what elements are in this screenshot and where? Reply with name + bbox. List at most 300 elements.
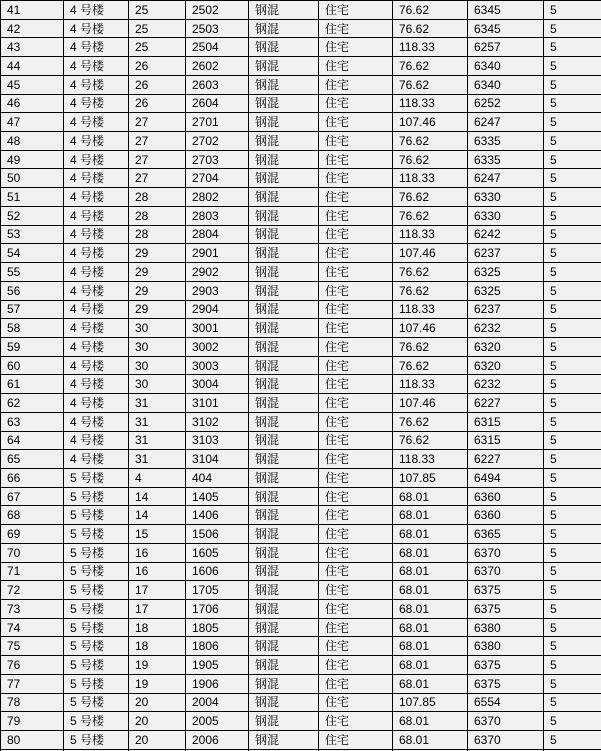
cell-col9: 5 bbox=[544, 618, 601, 637]
cell-col9: 5 bbox=[544, 731, 601, 750]
cell-structure: 钢混 bbox=[249, 656, 319, 675]
cell-structure: 钢混 bbox=[249, 600, 319, 619]
cell-floor: 30 bbox=[129, 337, 186, 356]
cell-unit_price: 6380 bbox=[468, 637, 544, 656]
cell-room_no: 1905 bbox=[186, 656, 249, 675]
cell-usage: 住宅 bbox=[319, 281, 393, 300]
cell-floor: 26 bbox=[129, 57, 186, 76]
cell-structure: 钢混 bbox=[249, 281, 319, 300]
cell-unit_price: 6370 bbox=[468, 712, 544, 731]
cell-seq: 73 bbox=[1, 600, 64, 619]
cell-structure: 钢混 bbox=[249, 337, 319, 356]
cell-seq: 64 bbox=[1, 431, 64, 450]
cell-usage: 住宅 bbox=[319, 206, 393, 225]
cell-structure: 钢混 bbox=[249, 19, 319, 38]
cell-building: 5 号楼 bbox=[64, 712, 129, 731]
cell-building: 4 号楼 bbox=[64, 113, 129, 132]
cell-structure: 钢混 bbox=[249, 693, 319, 712]
cell-unit_price: 6375 bbox=[468, 674, 544, 693]
cell-building: 4 号楼 bbox=[64, 337, 129, 356]
cell-col9: 5 bbox=[544, 600, 601, 619]
table-row bbox=[1, 75, 601, 94]
cell-seq: 51 bbox=[1, 188, 64, 207]
cell-usage: 住宅 bbox=[319, 468, 393, 487]
table-row bbox=[1, 731, 601, 750]
cell-structure: 钢混 bbox=[249, 525, 319, 544]
cell-structure: 钢混 bbox=[249, 94, 319, 113]
cell-building: 5 号楼 bbox=[64, 731, 129, 750]
cell-structure: 钢混 bbox=[249, 188, 319, 207]
cell-col9: 5 bbox=[544, 169, 601, 188]
cell-seq: 72 bbox=[1, 581, 64, 600]
cell-structure: 钢混 bbox=[249, 618, 319, 637]
cell-unit_price: 6247 bbox=[468, 113, 544, 132]
table-row bbox=[1, 225, 601, 244]
cell-col9: 5 bbox=[544, 693, 601, 712]
cell-usage: 住宅 bbox=[319, 300, 393, 319]
cell-area: 107.85 bbox=[393, 468, 468, 487]
cell-unit_price: 6365 bbox=[468, 525, 544, 544]
cell-floor: 25 bbox=[129, 19, 186, 38]
cell-room_no: 2504 bbox=[186, 38, 249, 57]
table-row bbox=[1, 412, 601, 431]
cell-usage: 住宅 bbox=[319, 637, 393, 656]
cell-usage: 住宅 bbox=[319, 225, 393, 244]
cell-usage: 住宅 bbox=[319, 244, 393, 263]
cell-area: 68.01 bbox=[393, 600, 468, 619]
cell-seq: 74 bbox=[1, 618, 64, 637]
cell-unit_price: 6330 bbox=[468, 188, 544, 207]
cell-seq: 46 bbox=[1, 94, 64, 113]
cell-seq: 45 bbox=[1, 75, 64, 94]
cell-room_no: 2503 bbox=[186, 19, 249, 38]
cell-building: 4 号楼 bbox=[64, 225, 129, 244]
cell-col9: 5 bbox=[544, 581, 601, 600]
cell-seq: 70 bbox=[1, 543, 64, 562]
cell-area: 76.62 bbox=[393, 263, 468, 282]
cell-col9: 5 bbox=[544, 57, 601, 76]
cell-room_no: 3002 bbox=[186, 337, 249, 356]
cell-usage: 住宅 bbox=[319, 375, 393, 394]
cell-seq: 59 bbox=[1, 337, 64, 356]
cell-unit_price: 6554 bbox=[468, 693, 544, 712]
cell-seq: 78 bbox=[1, 693, 64, 712]
cell-room_no: 1906 bbox=[186, 674, 249, 693]
cell-building: 4 号楼 bbox=[64, 263, 129, 282]
cell-col9: 5 bbox=[544, 506, 601, 525]
cell-unit_price: 6315 bbox=[468, 431, 544, 450]
cell-room_no: 1806 bbox=[186, 637, 249, 656]
cell-area: 76.62 bbox=[393, 57, 468, 76]
table-row bbox=[1, 562, 601, 581]
table-row bbox=[1, 506, 601, 525]
cell-room_no: 3103 bbox=[186, 431, 249, 450]
cell-unit_price: 6252 bbox=[468, 94, 544, 113]
cell-building: 4 号楼 bbox=[64, 94, 129, 113]
cell-floor: 20 bbox=[129, 712, 186, 731]
cell-seq: 62 bbox=[1, 394, 64, 413]
table-row bbox=[1, 150, 601, 169]
cell-room_no: 2804 bbox=[186, 225, 249, 244]
cell-usage: 住宅 bbox=[319, 38, 393, 57]
cell-building: 4 号楼 bbox=[64, 281, 129, 300]
cell-structure: 钢混 bbox=[249, 712, 319, 731]
cell-area: 76.62 bbox=[393, 132, 468, 151]
cell-area: 118.33 bbox=[393, 375, 468, 394]
cell-unit_price: 6325 bbox=[468, 281, 544, 300]
cell-seq: 48 bbox=[1, 132, 64, 151]
table-row bbox=[1, 656, 601, 675]
cell-usage: 住宅 bbox=[319, 263, 393, 282]
cell-building: 5 号楼 bbox=[64, 487, 129, 506]
cell-col9: 5 bbox=[544, 300, 601, 319]
cell-seq: 76 bbox=[1, 656, 64, 675]
cell-building: 4 号楼 bbox=[64, 19, 129, 38]
cell-col9: 5 bbox=[544, 562, 601, 581]
cell-area: 68.01 bbox=[393, 506, 468, 525]
cell-col9: 5 bbox=[544, 356, 601, 375]
cell-unit_price: 6325 bbox=[468, 263, 544, 282]
cell-area: 68.01 bbox=[393, 637, 468, 656]
cell-area: 118.33 bbox=[393, 169, 468, 188]
cell-building: 5 号楼 bbox=[64, 525, 129, 544]
cell-building: 4 号楼 bbox=[64, 188, 129, 207]
cell-area: 76.62 bbox=[393, 281, 468, 300]
cell-unit_price: 6494 bbox=[468, 468, 544, 487]
cell-structure: 钢混 bbox=[249, 431, 319, 450]
cell-seq: 75 bbox=[1, 637, 64, 656]
cell-seq: 67 bbox=[1, 487, 64, 506]
cell-seq: 44 bbox=[1, 57, 64, 76]
cell-col9: 5 bbox=[544, 206, 601, 225]
cell-floor: 29 bbox=[129, 300, 186, 319]
cell-col9: 5 bbox=[544, 94, 601, 113]
table-row bbox=[1, 113, 601, 132]
cell-usage: 住宅 bbox=[319, 487, 393, 506]
cell-col9: 5 bbox=[544, 113, 601, 132]
cell-col9: 5 bbox=[544, 150, 601, 169]
cell-area: 76.62 bbox=[393, 356, 468, 375]
cell-area: 118.33 bbox=[393, 225, 468, 244]
cell-usage: 住宅 bbox=[319, 319, 393, 338]
cell-building: 5 号楼 bbox=[64, 468, 129, 487]
cell-building: 5 号楼 bbox=[64, 656, 129, 675]
cell-room_no: 3102 bbox=[186, 412, 249, 431]
cell-room_no: 2903 bbox=[186, 281, 249, 300]
cell-room_no: 1805 bbox=[186, 618, 249, 637]
table-row bbox=[1, 375, 601, 394]
cell-area: 118.33 bbox=[393, 300, 468, 319]
cell-floor: 28 bbox=[129, 188, 186, 207]
cell-seq: 56 bbox=[1, 281, 64, 300]
cell-structure: 钢混 bbox=[249, 225, 319, 244]
cell-structure: 钢混 bbox=[249, 468, 319, 487]
cell-area: 68.01 bbox=[393, 731, 468, 750]
cell-room_no: 3104 bbox=[186, 450, 249, 469]
cell-room_no: 2902 bbox=[186, 263, 249, 282]
cell-area: 118.33 bbox=[393, 38, 468, 57]
table-row bbox=[1, 94, 601, 113]
cell-unit_price: 6237 bbox=[468, 244, 544, 263]
cell-seq: 61 bbox=[1, 375, 64, 394]
cell-area: 68.01 bbox=[393, 618, 468, 637]
cell-seq: 58 bbox=[1, 319, 64, 338]
cell-unit_price: 6345 bbox=[468, 1, 544, 20]
cell-structure: 钢混 bbox=[249, 150, 319, 169]
cell-area: 118.33 bbox=[393, 94, 468, 113]
table-row bbox=[1, 1, 601, 20]
cell-building: 4 号楼 bbox=[64, 1, 129, 20]
table-row bbox=[1, 693, 601, 712]
cell-room_no: 2901 bbox=[186, 244, 249, 263]
table-row bbox=[1, 19, 601, 38]
table-row bbox=[1, 543, 601, 562]
cell-room_no: 2704 bbox=[186, 169, 249, 188]
cell-structure: 钢混 bbox=[249, 57, 319, 76]
cell-col9: 5 bbox=[544, 543, 601, 562]
cell-floor: 17 bbox=[129, 600, 186, 619]
table-row bbox=[1, 132, 601, 151]
cell-unit_price: 6375 bbox=[468, 656, 544, 675]
cell-col9: 5 bbox=[544, 431, 601, 450]
cell-usage: 住宅 bbox=[319, 1, 393, 20]
cell-room_no: 1506 bbox=[186, 525, 249, 544]
cell-usage: 住宅 bbox=[319, 150, 393, 169]
cell-floor: 18 bbox=[129, 637, 186, 656]
cell-floor: 29 bbox=[129, 281, 186, 300]
cell-building: 4 号楼 bbox=[64, 169, 129, 188]
cell-building: 5 号楼 bbox=[64, 600, 129, 619]
cell-structure: 钢混 bbox=[249, 300, 319, 319]
cell-unit_price: 6315 bbox=[468, 412, 544, 431]
cell-building: 4 号楼 bbox=[64, 394, 129, 413]
cell-usage: 住宅 bbox=[319, 600, 393, 619]
table-row bbox=[1, 487, 601, 506]
cell-area: 68.01 bbox=[393, 525, 468, 544]
cell-structure: 钢混 bbox=[249, 731, 319, 750]
cell-area: 107.46 bbox=[393, 244, 468, 263]
cell-floor: 31 bbox=[129, 394, 186, 413]
cell-structure: 钢混 bbox=[249, 637, 319, 656]
table-row bbox=[1, 637, 601, 656]
cell-usage: 住宅 bbox=[319, 543, 393, 562]
cell-usage: 住宅 bbox=[319, 731, 393, 750]
cell-usage: 住宅 bbox=[319, 450, 393, 469]
cell-room_no: 2702 bbox=[186, 132, 249, 151]
cell-seq: 42 bbox=[1, 19, 64, 38]
table-row bbox=[1, 57, 601, 76]
cell-usage: 住宅 bbox=[319, 356, 393, 375]
cell-seq: 47 bbox=[1, 113, 64, 132]
cell-structure: 钢混 bbox=[249, 543, 319, 562]
cell-building: 5 号楼 bbox=[64, 543, 129, 562]
table-row bbox=[1, 206, 601, 225]
cell-building: 4 号楼 bbox=[64, 132, 129, 151]
cell-unit_price: 6335 bbox=[468, 132, 544, 151]
table-row bbox=[1, 169, 601, 188]
cell-room_no: 1606 bbox=[186, 562, 249, 581]
cell-structure: 钢混 bbox=[249, 487, 319, 506]
cell-building: 4 号楼 bbox=[64, 300, 129, 319]
table-row bbox=[1, 244, 601, 263]
cell-usage: 住宅 bbox=[319, 674, 393, 693]
cell-area: 76.62 bbox=[393, 337, 468, 356]
cell-room_no: 3004 bbox=[186, 375, 249, 394]
cell-floor: 30 bbox=[129, 375, 186, 394]
cell-floor: 16 bbox=[129, 543, 186, 562]
cell-floor: 14 bbox=[129, 487, 186, 506]
cell-unit_price: 6345 bbox=[468, 19, 544, 38]
cell-usage: 住宅 bbox=[319, 581, 393, 600]
cell-unit_price: 6232 bbox=[468, 375, 544, 394]
cell-unit_price: 6237 bbox=[468, 300, 544, 319]
cell-building: 5 号楼 bbox=[64, 506, 129, 525]
cell-floor: 25 bbox=[129, 38, 186, 57]
cell-area: 76.62 bbox=[393, 75, 468, 94]
cell-usage: 住宅 bbox=[319, 57, 393, 76]
cell-col9: 5 bbox=[544, 38, 601, 57]
cell-structure: 钢混 bbox=[249, 206, 319, 225]
cell-usage: 住宅 bbox=[319, 169, 393, 188]
cell-area: 107.85 bbox=[393, 693, 468, 712]
cell-seq: 52 bbox=[1, 206, 64, 225]
cell-building: 4 号楼 bbox=[64, 450, 129, 469]
cell-seq: 68 bbox=[1, 506, 64, 525]
table-row bbox=[1, 431, 601, 450]
cell-building: 4 号楼 bbox=[64, 375, 129, 394]
table-row bbox=[1, 581, 601, 600]
table-row bbox=[1, 468, 601, 487]
cell-structure: 钢混 bbox=[249, 75, 319, 94]
cell-usage: 住宅 bbox=[319, 132, 393, 151]
table-row bbox=[1, 281, 601, 300]
cell-structure: 钢混 bbox=[249, 319, 319, 338]
cell-area: 68.01 bbox=[393, 656, 468, 675]
cell-area: 68.01 bbox=[393, 562, 468, 581]
cell-usage: 住宅 bbox=[319, 562, 393, 581]
cell-col9: 5 bbox=[544, 188, 601, 207]
cell-room_no: 3003 bbox=[186, 356, 249, 375]
cell-room_no: 1706 bbox=[186, 600, 249, 619]
cell-unit_price: 6227 bbox=[468, 394, 544, 413]
cell-floor: 27 bbox=[129, 169, 186, 188]
cell-area: 76.62 bbox=[393, 412, 468, 431]
cell-floor: 17 bbox=[129, 581, 186, 600]
cell-unit_price: 6370 bbox=[468, 731, 544, 750]
cell-col9: 5 bbox=[544, 337, 601, 356]
cell-building: 5 号楼 bbox=[64, 674, 129, 693]
cell-building: 4 号楼 bbox=[64, 75, 129, 94]
cell-floor: 20 bbox=[129, 693, 186, 712]
table-row bbox=[1, 712, 601, 731]
cell-structure: 钢混 bbox=[249, 450, 319, 469]
cell-structure: 钢混 bbox=[249, 562, 319, 581]
table-body bbox=[1, 1, 601, 751]
cell-building: 4 号楼 bbox=[64, 319, 129, 338]
cell-area: 68.01 bbox=[393, 581, 468, 600]
cell-usage: 住宅 bbox=[319, 693, 393, 712]
cell-building: 4 号楼 bbox=[64, 57, 129, 76]
cell-usage: 住宅 bbox=[319, 412, 393, 431]
cell-unit_price: 6227 bbox=[468, 450, 544, 469]
cell-room_no: 1705 bbox=[186, 581, 249, 600]
cell-seq: 69 bbox=[1, 525, 64, 544]
cell-room_no: 2602 bbox=[186, 57, 249, 76]
cell-col9: 5 bbox=[544, 468, 601, 487]
cell-floor: 31 bbox=[129, 431, 186, 450]
cell-structure: 钢混 bbox=[249, 113, 319, 132]
cell-room_no: 2006 bbox=[186, 731, 249, 750]
cell-col9: 5 bbox=[544, 244, 601, 263]
cell-unit_price: 6242 bbox=[468, 225, 544, 244]
cell-seq: 54 bbox=[1, 244, 64, 263]
cell-area: 68.01 bbox=[393, 543, 468, 562]
cell-area: 68.01 bbox=[393, 712, 468, 731]
cell-floor: 26 bbox=[129, 75, 186, 94]
cell-room_no: 3001 bbox=[186, 319, 249, 338]
cell-floor: 28 bbox=[129, 225, 186, 244]
cell-unit_price: 6340 bbox=[468, 75, 544, 94]
cell-col9: 5 bbox=[544, 656, 601, 675]
cell-col9: 5 bbox=[544, 263, 601, 282]
cell-area: 107.46 bbox=[393, 113, 468, 132]
cell-area: 107.46 bbox=[393, 319, 468, 338]
cell-room_no: 1605 bbox=[186, 543, 249, 562]
cell-col9: 5 bbox=[544, 1, 601, 20]
cell-room_no: 2005 bbox=[186, 712, 249, 731]
cell-usage: 住宅 bbox=[319, 431, 393, 450]
cell-floor: 31 bbox=[129, 450, 186, 469]
cell-usage: 住宅 bbox=[319, 75, 393, 94]
cell-col9: 5 bbox=[544, 450, 601, 469]
cell-seq: 79 bbox=[1, 712, 64, 731]
cell-room_no: 2004 bbox=[186, 693, 249, 712]
cell-floor: 27 bbox=[129, 132, 186, 151]
cell-usage: 住宅 bbox=[319, 656, 393, 675]
cell-room_no: 1406 bbox=[186, 506, 249, 525]
cell-area: 76.62 bbox=[393, 150, 468, 169]
cell-unit_price: 6370 bbox=[468, 562, 544, 581]
cell-floor: 19 bbox=[129, 674, 186, 693]
cell-unit_price: 6360 bbox=[468, 487, 544, 506]
cell-building: 4 号楼 bbox=[64, 38, 129, 57]
cell-building: 5 号楼 bbox=[64, 581, 129, 600]
cell-usage: 住宅 bbox=[319, 188, 393, 207]
cell-room_no: 2502 bbox=[186, 1, 249, 20]
cell-structure: 钢混 bbox=[249, 375, 319, 394]
cell-floor: 14 bbox=[129, 506, 186, 525]
cell-floor: 4 bbox=[129, 468, 186, 487]
cell-usage: 住宅 bbox=[319, 394, 393, 413]
table-row bbox=[1, 525, 601, 544]
cell-structure: 钢混 bbox=[249, 581, 319, 600]
cell-seq: 60 bbox=[1, 356, 64, 375]
table-row bbox=[1, 618, 601, 637]
table-row bbox=[1, 674, 601, 693]
table-row bbox=[1, 188, 601, 207]
cell-area: 68.01 bbox=[393, 487, 468, 506]
cell-col9: 5 bbox=[544, 281, 601, 300]
cell-building: 5 号楼 bbox=[64, 562, 129, 581]
cell-seq: 65 bbox=[1, 450, 64, 469]
cell-floor: 28 bbox=[129, 206, 186, 225]
cell-seq: 53 bbox=[1, 225, 64, 244]
cell-structure: 钢混 bbox=[249, 674, 319, 693]
cell-building: 5 号楼 bbox=[64, 637, 129, 656]
cell-unit_price: 6320 bbox=[468, 337, 544, 356]
cell-seq: 77 bbox=[1, 674, 64, 693]
cell-structure: 钢混 bbox=[249, 394, 319, 413]
